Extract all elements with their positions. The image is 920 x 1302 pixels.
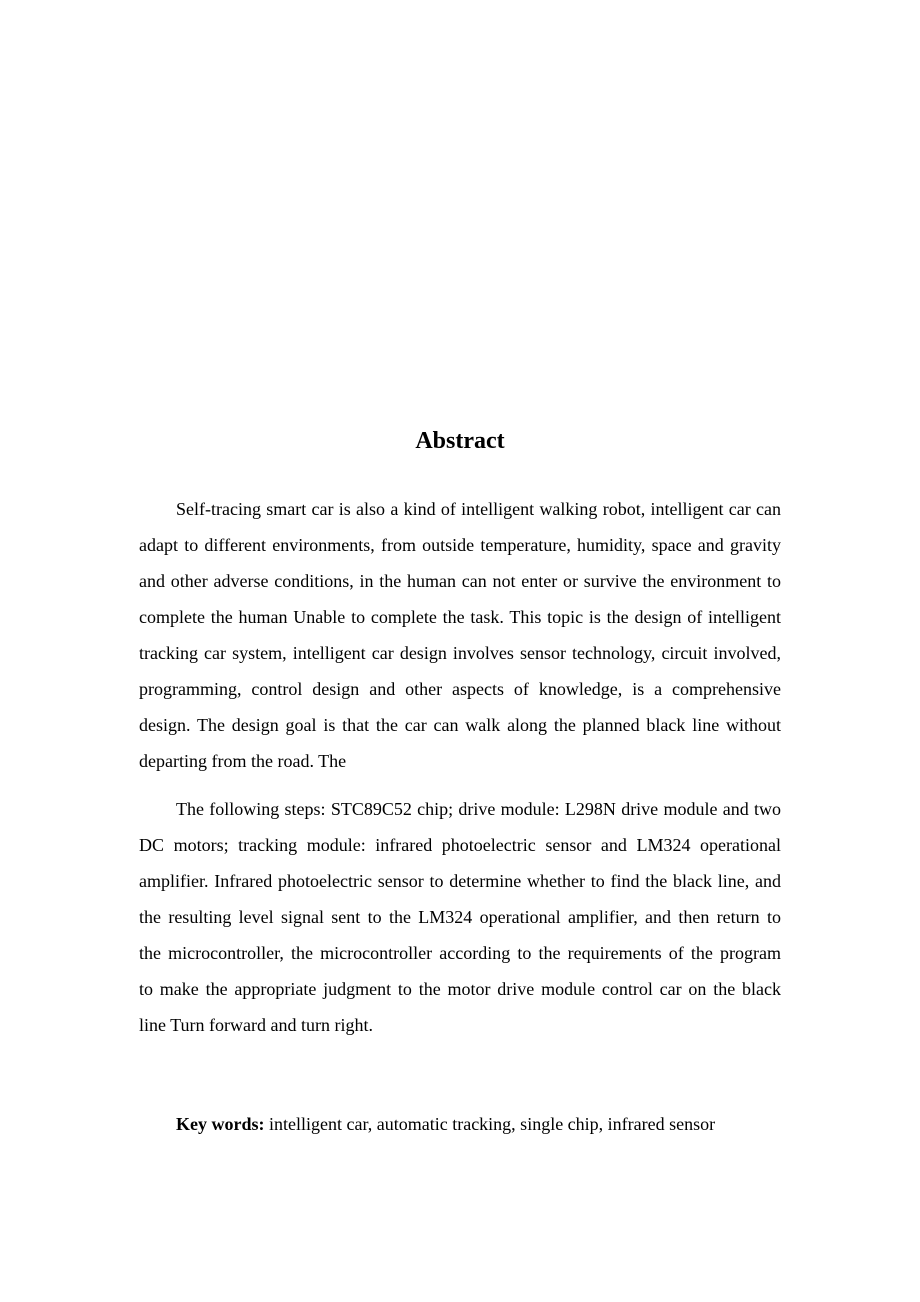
abstract-section [139, 423, 781, 1142]
abstract-line: programming, control design and other aspects of knowledge, is a comprehensive [139, 679, 781, 699]
abstract-line: amplifier. Infrared photoelectric sensor to determine whether to find the black line, and [139, 871, 781, 891]
abstract-line: adapt to different environments, from outside temperature, humidity, space and gravity [139, 535, 781, 555]
keywords-label: Key words: [176, 1114, 265, 1134]
abstract-line: the resulting level signal sent to the LM324 operational amplifier, and then return to [139, 907, 781, 927]
abstract-line: and other adverse conditions, in the human can not enter or survive the environment to [139, 571, 781, 591]
keywords-value: intelligent car, automatic tracking, single chip, infrared sensor [269, 1114, 716, 1134]
abstract-paragraph-1 [139, 491, 781, 779]
abstract-title: Abstract [415, 428, 505, 454]
abstract-line: The following steps: STC89C52 chip; drive module: L298N drive module and two [176, 799, 781, 819]
abstract-line: DC motors; tracking module: infrared photoelectric sensor and LM324 operational [139, 835, 781, 855]
abstract-line: tracking car system, intelligent car design involves sensor technology, circuit involved, [139, 643, 781, 663]
abstract-line: Self-tracing smart car is also a kind of intelligent walking robot, intelligent car can [176, 499, 781, 519]
abstract-line: the microcontroller, the microcontroller according to the requirements of the program [139, 943, 781, 963]
abstract-line: complete the human Unable to complete the task. This topic is the design of intelligent [139, 607, 781, 627]
abstract-paragraph-2 [139, 791, 781, 1043]
keywords-line [139, 1106, 781, 1142]
abstract-line: departing from the road. The [139, 751, 347, 771]
abstract-line: line Turn forward and turn right. [139, 1015, 373, 1035]
abstract-line: design. The design goal is that the car can walk along the planned black line without [139, 715, 781, 735]
abstract-line: to make the appropriate judgment to the motor drive module control car on the black [139, 979, 781, 999]
